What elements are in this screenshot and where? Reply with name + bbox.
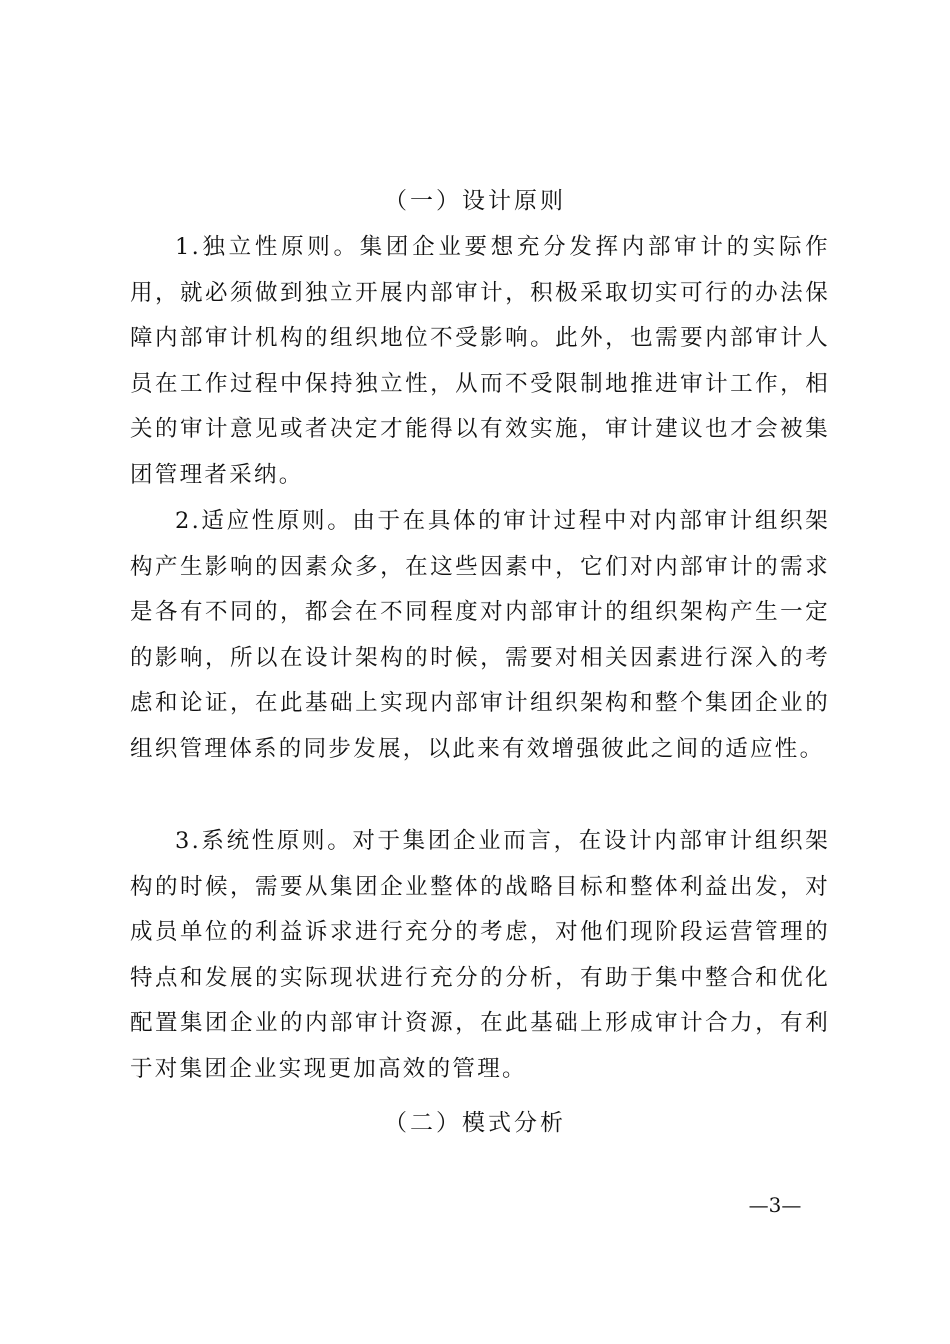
section-heading-design-principles: （一）设计原则 — [384, 188, 566, 214]
paragraph-independence-principle: 1.独立性原则。集团企业要想充分发挥内部审计的实际作用，就必须做到独立开展内部审计，积极采取切实可行的办法保障内部审计机构的组织地位不受影响。此外，也需要内部审计人员在工作过程中保持独立性，从而不受限制地推进审计工作，相关的审计意见或者决定才能得以有效实施，审计建议也才会被集团管理者采纳。 — [130, 234, 830, 488]
paragraph-systematic-principle: 3.系统性原则。对于集团企业而言，在设计内部审计组织架构的时候，需要从集团企业整体的战略目标和整体利益出发，对成员单位的利益诉求进行充分的考虑，对他们现阶段运营管理的特点和发展的实际现状进行充分的分析，有助于集中整合和优化配置集团企业的内部审计资源，在此基础上形成审计合力，有利于对集团企业实现更加高效的管理。 — [130, 828, 830, 1082]
section-heading-model-analysis: （二）模式分析 — [384, 1110, 566, 1136]
page-number: —3— — [748, 1193, 802, 1217]
paragraph-adaptability-principle: 2.适应性原则。由于在具体的审计过程中对内部审计组织架构产生影响的因素众多，在这些因素中，它们对内部审计的需求是各有不同的，都会在不同程度对内部审计的组织架构产生一定的影响，所以在设计架构的时候，需要对相关因素进行深入的考虑和论证，在此基础上实现内部审计组织架构和整个集团企业的组织管理体系的同步发展，以此来有效增强彼此之间的适应性。 — [130, 508, 830, 762]
